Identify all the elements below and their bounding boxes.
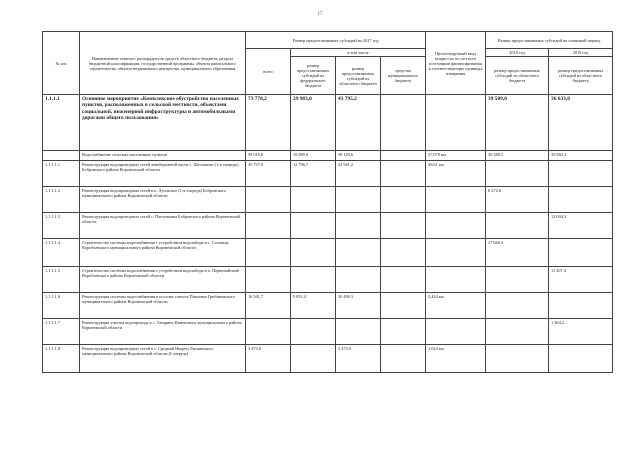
cell-name: Реконструкция системы водоснабжения в поселке совхоза Павловка Грибановского муниципального района Воронежской области — [80, 293, 246, 319]
cell-fed: 19 889,0 — [291, 151, 336, 161]
cell-cap: 30,61 км — [426, 161, 486, 187]
cell-reg — [336, 319, 381, 345]
cell-mun — [381, 161, 426, 187]
cell-total — [246, 239, 291, 267]
cell-cap — [426, 95, 486, 151]
cell-total — [246, 267, 291, 293]
cell-cap: 1,024 км — [426, 345, 486, 373]
header-mun: средства муниципального бюджета — [381, 57, 426, 95]
cell-fed — [291, 187, 336, 213]
cell-name: Реконструкция водопроводных сетей в п. Луговское (1-я очередь) Бобровского муниципального района Воронежской области — [80, 187, 246, 213]
cell-fed: 29 983,0 — [291, 95, 336, 151]
cell-name: Строительство системы водоснабжения с устройством водозабора в с. Солонцы Воробьевского муниципального района Воронежской области — [80, 239, 246, 267]
subsidy-table — [42, 31, 613, 373]
table-row — [43, 267, 613, 293]
cell-cap — [426, 187, 486, 213]
cell-y2018 — [486, 319, 549, 345]
cell-name: Строительство системы водоснабжения с устройством водозабора в п. Первомайский Воробьевского района Воронежской области — [80, 267, 246, 293]
cell-name: Реконструкция водопроводных сетей в с. Средний Икорец Лискинского муниципального района Воронежской области (I очередь) — [80, 345, 246, 373]
cell-y2018: 17 666,3 — [486, 239, 549, 267]
cell-total — [246, 319, 291, 345]
cell-name: Водоснабжение сельских населенных пунктов — [80, 151, 246, 161]
cell-mun — [381, 345, 426, 373]
table-row — [43, 319, 613, 345]
header-no: № п/п — [43, 32, 80, 95]
cell-cap — [426, 239, 486, 267]
cell-cap: 5,444 км — [426, 293, 486, 319]
cell-reg — [336, 187, 381, 213]
cell-no: 1.1.1.1.1 — [43, 161, 80, 187]
cell-fed — [291, 267, 336, 293]
table-row — [43, 187, 613, 213]
cell-y2019 — [549, 293, 613, 319]
cell-reg — [336, 213, 381, 239]
cell-no — [43, 151, 80, 161]
table-row — [43, 345, 613, 373]
cell-y2018 — [486, 293, 549, 319]
cell-y2019: 36 633,0 — [549, 95, 613, 151]
cell-mun — [381, 239, 426, 267]
table-row — [43, 293, 613, 319]
header-2019: 2019 год — [549, 49, 613, 57]
cell-reg: 22 941,2 — [336, 161, 381, 187]
table-row — [43, 213, 613, 239]
cell-no: 1.1.1.1.4 — [43, 239, 80, 267]
header-plan: Размер предоставляемых субсидий на плановый период — [486, 32, 613, 49]
cell-cap — [426, 213, 486, 239]
cell-no: 1.1.1.1.2 — [43, 187, 80, 213]
cell-reg — [336, 239, 381, 267]
cell-y2018 — [486, 213, 549, 239]
cell-y2018 — [486, 161, 549, 187]
cell-total: 59 018,6 — [246, 151, 291, 161]
cell-fed — [291, 319, 336, 345]
header-total: всего — [246, 49, 291, 95]
cell-total — [246, 187, 291, 213]
cell-mun — [381, 151, 426, 161]
cell-name: Реконструкция водопроводных сетей с. Пчелиновка Бобровского района Воронежской области — [80, 213, 246, 239]
cell-reg: 10 490,3 — [336, 293, 381, 319]
cell-mun — [381, 95, 426, 151]
header-2018-sub: размер предоставляемых субсидий из областного бюджета — [486, 57, 549, 95]
cell-y2018 — [486, 345, 549, 373]
header-reg: размер предоставляемых субсидий из областного бюджета — [336, 57, 381, 95]
header-name: Наименование главного распорядителя средств областного бюджета, раздела бюджетной классификации, государственной программы, объекта капитального строительства, объекта недвижимого имущества, муниципального образования — [80, 32, 246, 95]
cell-y2019 — [549, 239, 613, 267]
cell-total — [246, 213, 291, 239]
cell-reg: 39 129,6 — [336, 151, 381, 161]
cell-no: 1.1.1.1.3 — [43, 213, 80, 239]
cell-mun — [381, 213, 426, 239]
cell-mun — [381, 187, 426, 213]
header-2018: 2018 год — [486, 49, 549, 57]
cell-name: Реконструкция участка водопровода в с. Татарино Каменского муниципального района Воронежской области — [80, 319, 246, 345]
cell-total: 35 737,9 — [246, 161, 291, 187]
cell-y2018: 6 272,6 — [486, 187, 549, 213]
header-capacity: Прогнозируемый ввод мощности за счет всех источников финансирования в соответствующих единицах измерения — [426, 32, 486, 95]
header-incl: в том числе — [291, 49, 426, 57]
header-2019-sub: размер предоставляемых субсидий из областного бюджета — [549, 57, 613, 95]
cell-mun — [381, 319, 426, 345]
cell-cap — [426, 319, 486, 345]
table-row — [43, 95, 613, 151]
table-body — [43, 95, 613, 373]
cell-fed — [291, 239, 336, 267]
cell-name: Основное мероприятие «Комплексное обустройство населенных пунктов, расположенных в сельской местности, объектами социальной, инженерной инфраструктуры и автомобильными дорогами общего пользования» — [80, 95, 246, 151]
cell-reg — [336, 267, 381, 293]
cell-fed: 5 851,4 — [291, 293, 336, 319]
cell-y2019 — [549, 187, 613, 213]
table-row — [43, 161, 613, 187]
cell-no: 1.1.1.1.6 — [43, 293, 80, 319]
cell-y2018: 39 509,0 — [486, 95, 549, 151]
cell-name: Реконструкция водопроводных сетей левобережной части с. Шестаково (1-я очередь) Бобровского района Воронежской области — [80, 161, 246, 187]
table-row — [43, 239, 613, 267]
cell-y2019: 12 004,3 — [549, 213, 613, 239]
cell-y2018: 38 389,5 — [486, 151, 549, 161]
cell-total: 16 341,7 — [246, 293, 291, 319]
cell-total: 73 778,2 — [246, 95, 291, 151]
cell-reg: 43 795,2 — [336, 95, 381, 151]
cell-mun — [381, 293, 426, 319]
cell-no: 1.1.1.1.5 — [43, 267, 80, 293]
cell-y2018 — [486, 267, 549, 293]
cell-no: 1.1.1.1.7 — [43, 319, 80, 345]
cell-fed — [291, 213, 336, 239]
cell-cap — [426, 267, 486, 293]
cell-y2019: 11 307,4 — [549, 267, 613, 293]
page-number: 17 — [317, 12, 323, 17]
cell-y2019: 1 364,2 — [549, 319, 613, 345]
cell-mun — [381, 267, 426, 293]
cell-y2019 — [549, 161, 613, 187]
cell-y2019 — [549, 345, 613, 373]
header-2017: Размер предоставляемых субсидий на 2017 год — [246, 32, 426, 49]
cell-no: 1.1.1.1 — [43, 95, 80, 151]
cell-reg: 3 473,0 — [336, 345, 381, 373]
table-row — [43, 151, 613, 161]
cell-cap: 37,078 км — [426, 151, 486, 161]
cell-no: 1.1.1.1.8 — [43, 345, 80, 373]
header-fed: размер предоставляемых субсидий из федерального бюджета — [291, 57, 336, 95]
cell-fed — [291, 345, 336, 373]
cell-y2019: 35 882,3 — [549, 151, 613, 161]
cell-total: 3 473,0 — [246, 345, 291, 373]
cell-fed: 12 796,7 — [291, 161, 336, 187]
